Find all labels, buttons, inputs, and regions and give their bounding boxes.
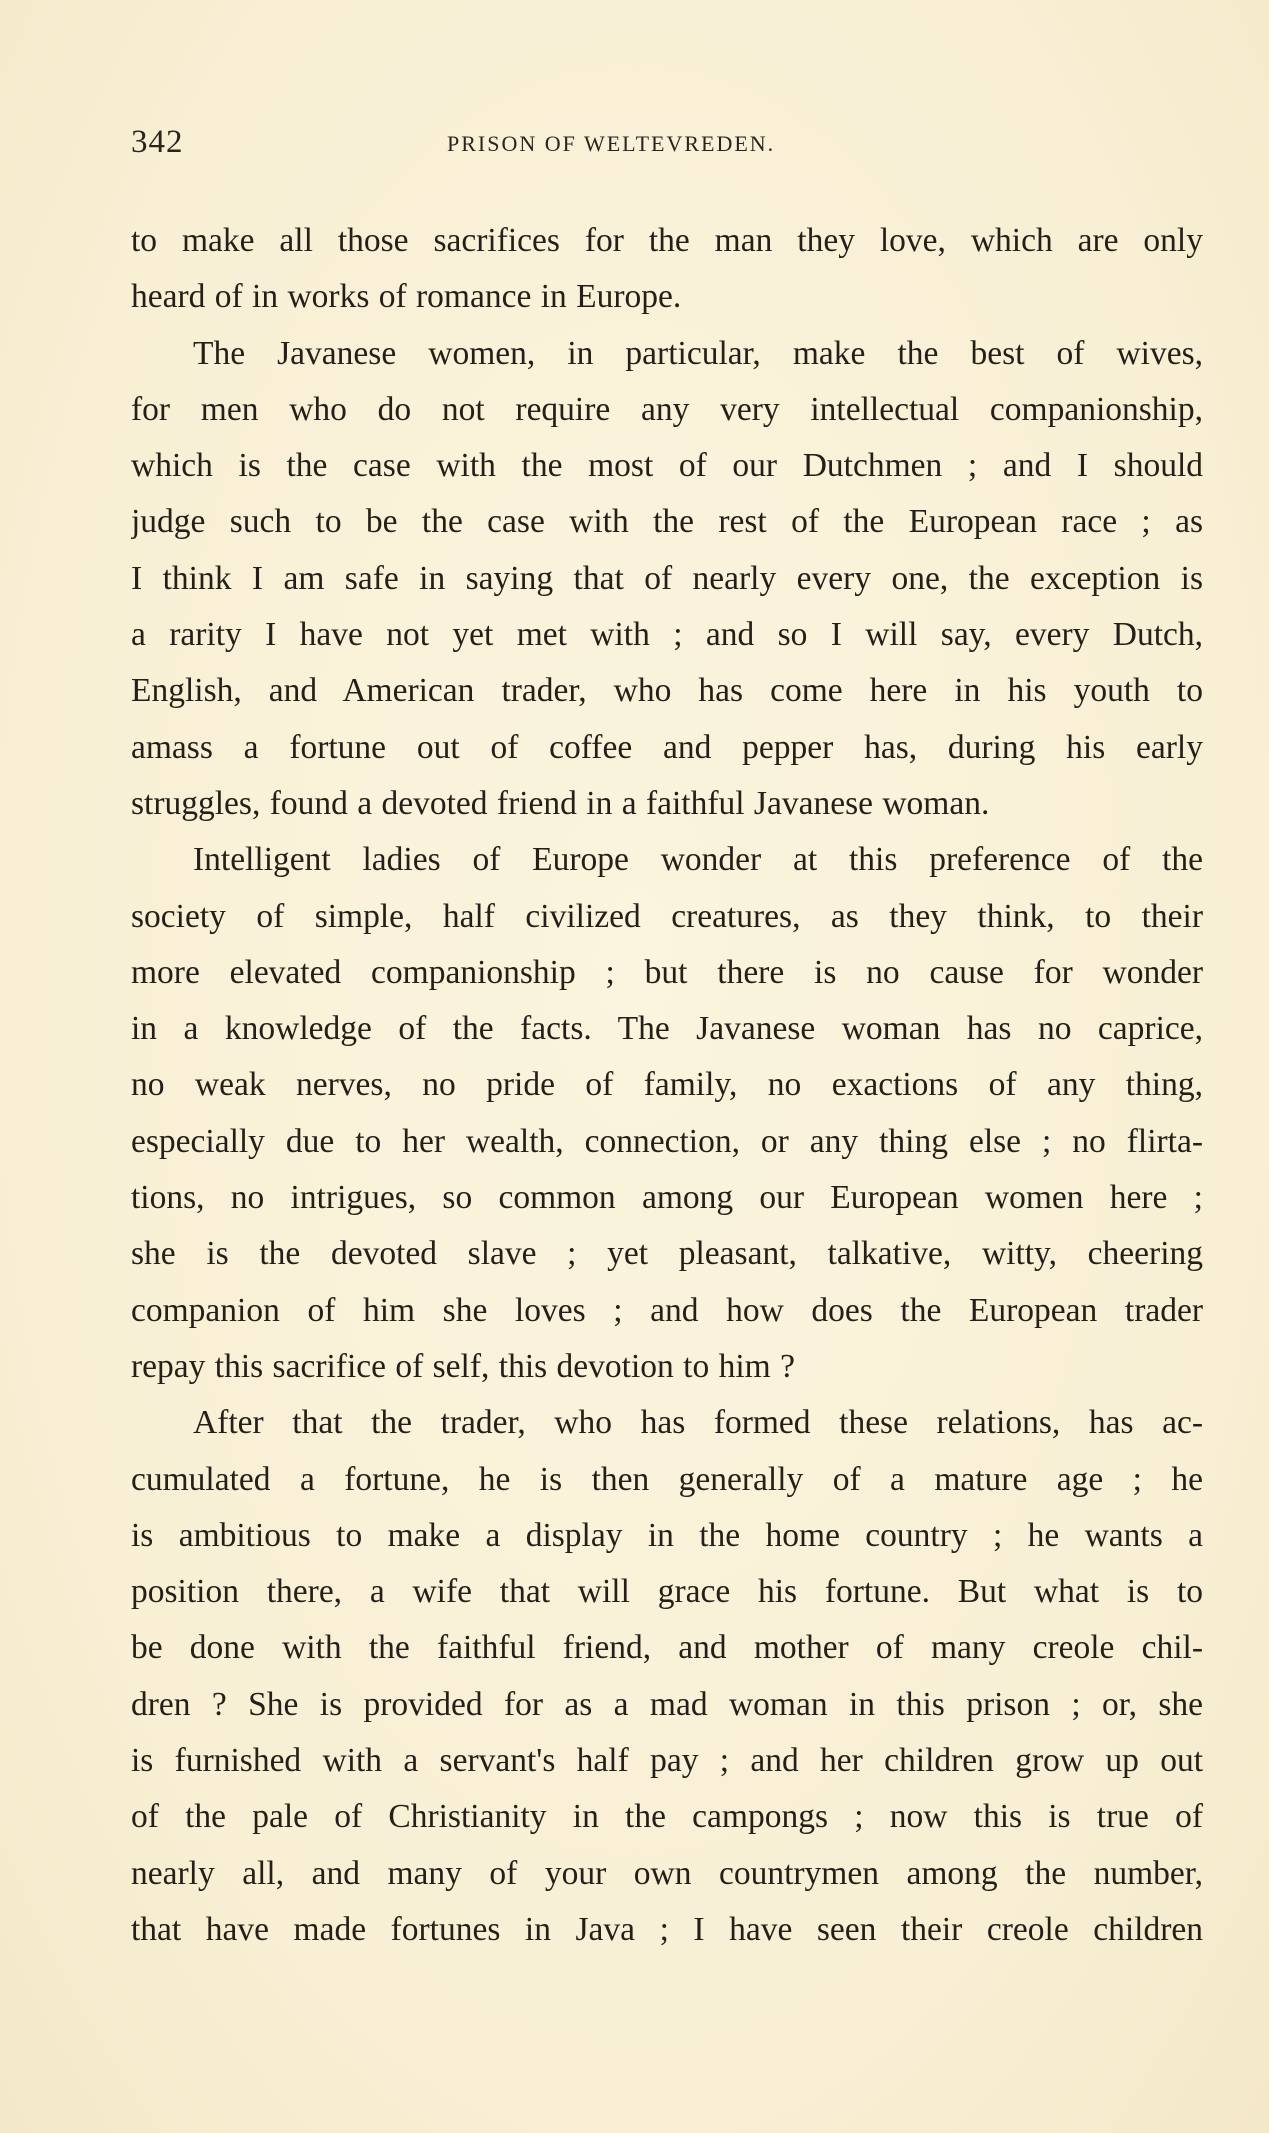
text-line: she is the devoted slave ; yet pleasant, talkative, witty, cheering	[131, 1235, 1203, 1273]
body-text	[131, 213, 1203, 1958]
text-line: cumulated a fortune, he is then generally of a mature age ; he	[131, 1460, 1203, 1498]
text-line: no weak nerves, no pride of family, no exactions of any thing,	[131, 1066, 1203, 1104]
text-line: for men who do not require any very intellectual companionship,	[131, 390, 1203, 428]
running-title: PRISON OF WELTEVREDEN.	[447, 131, 776, 156]
text-line: a rarity I have not yet met with ; and so I will say, every Dutch,	[131, 616, 1203, 654]
text-line: amass a fortune out of coffee and pepper has, during his early	[131, 728, 1203, 766]
text-line: to make all those sacrifices for the man they love, which are only	[131, 222, 1203, 259]
text-line: position there, a wife that will grace his fortune. But what is to	[131, 1573, 1203, 1611]
running-head	[131, 124, 1212, 170]
text-line: society of simple, half civilized creatures, as they think, to their	[131, 897, 1203, 935]
text-line: tions, no intrigues, so common among our European women here ;	[131, 1179, 1203, 1217]
text-line: is ambitious to make a display in the home country ; he wants a	[131, 1516, 1203, 1554]
text-line: dren ? She is provided for as a mad woman in this prison ; or, she	[131, 1685, 1203, 1723]
page-number: 342	[131, 124, 184, 160]
text-line: especially due to her wealth, connection, or any thing else ; no flirta-	[131, 1122, 1203, 1160]
text-line: heard of in works of romance in Europe.	[131, 278, 682, 316]
text-line: in a knowledge of the facts. The Javanese woman has no caprice,	[131, 1010, 1203, 1048]
text-line: nearly all, and many of your own countrymen among the number,	[131, 1854, 1203, 1892]
text-line: After that the trader, who has formed these relations, has ac-	[193, 1404, 1203, 1442]
text-line: judge such to be the case with the rest of the European race ; as	[131, 503, 1203, 541]
text-line: English, and American trader, who has come here in his youth to	[131, 672, 1203, 710]
text-line: that have made fortunes in Java ; I have seen their creole children	[131, 1910, 1203, 1948]
text-line: I think I am safe in saying that of nearly every one, the exception is	[131, 559, 1203, 597]
text-line: which is the case with the most of our Dutchmen ; and I should	[131, 447, 1203, 485]
text-line: companion of him she loves ; and how does the European trader	[131, 1291, 1203, 1329]
text-line: of the pale of Christianity in the campongs ; now this is true of	[131, 1798, 1203, 1836]
text-line: be done with the faithful friend, and mother of many creole chil-	[131, 1629, 1203, 1667]
text-line: repay this sacrifice of self, this devotion to him ?	[131, 1347, 795, 1385]
text-line: is furnished with a servant's half pay ; and her children grow up out	[131, 1742, 1203, 1780]
text-line: Intelligent ladies of Europe wonder at this preference of the	[193, 841, 1203, 879]
text-line: The Javanese women, in particular, make the best of wives,	[193, 334, 1203, 372]
text-line: struggles, found a devoted friend in a faithful Javanese woman.	[131, 784, 990, 822]
text-line: more elevated companionship ; but there is no cause for wonder	[131, 953, 1203, 991]
